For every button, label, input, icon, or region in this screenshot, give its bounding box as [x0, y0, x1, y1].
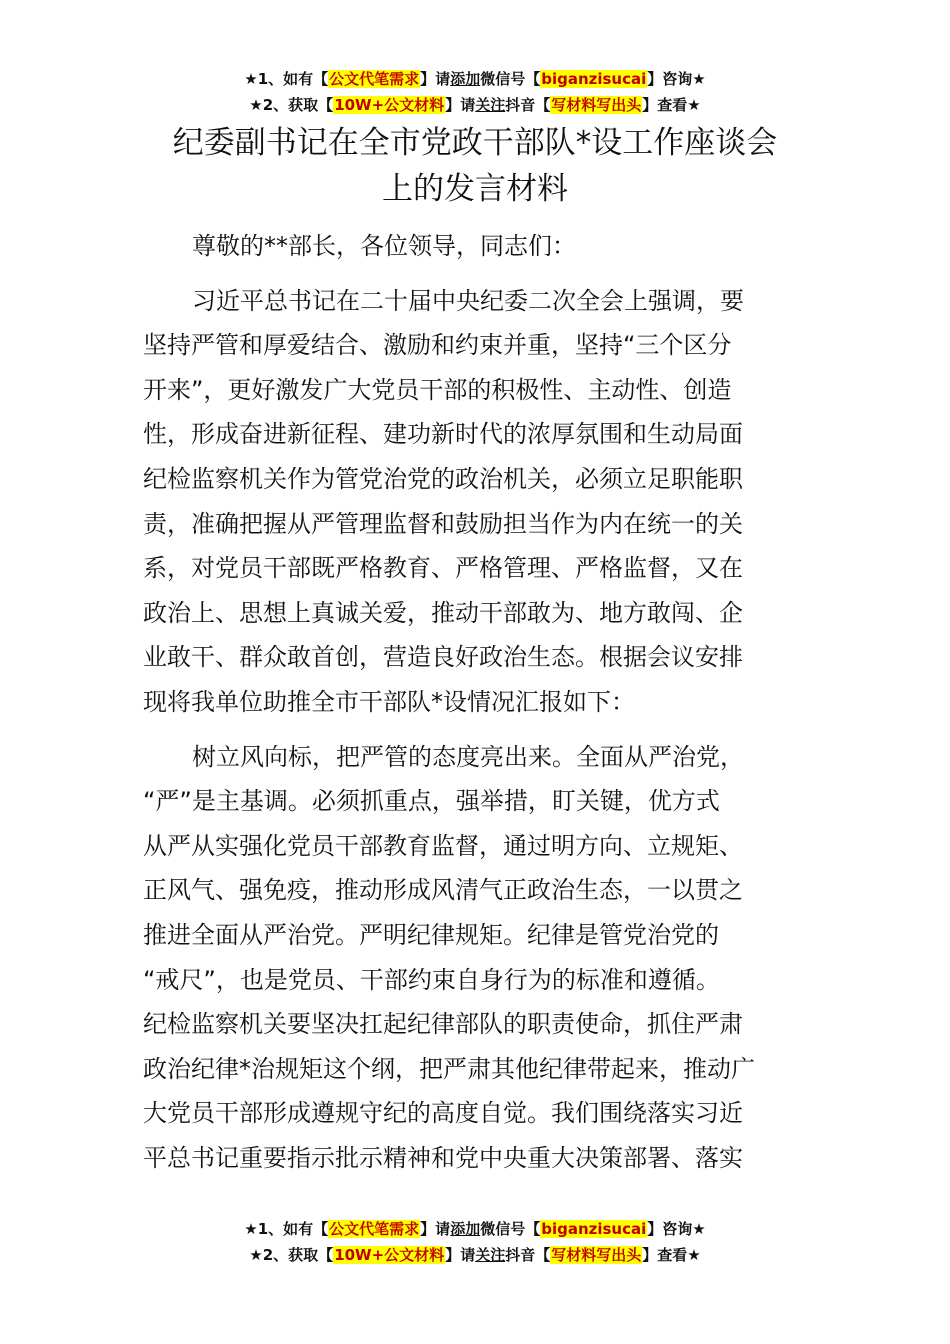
text-line: 平总书记重要指示批示精神和党中央重大决策部署、落实 [143, 1143, 743, 1172]
promo-text: 抖音【 [505, 96, 551, 114]
promo-highlight: 公文代笔需求 [329, 1220, 420, 1238]
promo-text: ★1、如有【 [244, 1220, 329, 1238]
promo-highlight: 10W+公文材料 [334, 1246, 445, 1264]
promo-text: ★1、如有【 [244, 70, 329, 88]
text-line: 正风气、强免疫，推动形成风清气正政治生态，一以贯之 [143, 876, 743, 905]
promo-text: 微信号【 [480, 70, 541, 88]
text-line: 政治上、思想上真诚关爱，推动干部敢为、地方敢闯、企 [143, 598, 743, 627]
text-line: 责，准确把握从严管理监督和鼓励担当作为内在统一的关 [143, 509, 743, 538]
promo-underline: 添加 [450, 1220, 481, 1238]
title-line: 上的发言材料 [382, 171, 568, 207]
paragraph-2 [143, 735, 809, 1181]
promo-highlight: 写材料写出头 [551, 1246, 642, 1264]
text-line: “严”是主基调。必须抓重点，强举措，盯关键，优方式 [143, 787, 720, 816]
promo-text: ★2、获取【 [249, 96, 334, 114]
promo-text: ★2、获取【 [249, 1246, 334, 1264]
title-line: 纪委副书记在全市党政干部队*设工作座谈会 [172, 125, 778, 161]
promo-highlight: 写材料写出头 [551, 96, 642, 114]
promo-text: 】请 [420, 70, 451, 88]
text-line: 树立风向标，把严管的态度亮出来。全面从严治党， [192, 742, 744, 771]
text-line: 开来”，更好激发广大党员干部的积极性、主动性、创造 [143, 375, 732, 404]
text-line: 现将我单位助推全市干部队*设情况汇报如下： [143, 687, 635, 716]
promo-highlight: biganzisucai [541, 1220, 647, 1238]
text-line: 政治纪律*治规矩这个纲，把严肃其他纪律带起来，推动广 [143, 1054, 755, 1083]
text-line: 系，对党员干部既严格教育、严格管理、严格监督，又在 [143, 554, 743, 583]
promo-text: 微信号【 [480, 1220, 541, 1238]
promo-underline: 添加 [450, 70, 481, 88]
text-line: 习近平总书记在二十届中央纪委二次全会上强调，要 [192, 286, 744, 315]
promo-line-2 [0, 92, 950, 118]
promo-underline: 关注 [475, 96, 506, 114]
promo-underline: 关注 [475, 1246, 506, 1264]
promo-line-1 [0, 1216, 950, 1242]
promo-line-1 [0, 66, 950, 92]
promo-highlight: biganzisucai [541, 70, 647, 88]
salutation: 尊敬的**部长，各位领导，同志们： [192, 232, 576, 260]
promo-line-2 [0, 1242, 950, 1268]
document-body [143, 224, 809, 1180]
promo-highlight: 10W+公文材料 [334, 96, 445, 114]
text-line: 性，形成奋进新征程、建功新时代的浓厚氛围和生动局面 [143, 420, 743, 449]
text-line: 从严从实强化党员干部教育监督，通过明方向、立规矩、 [143, 831, 743, 860]
text-line: 纪检监察机关作为管党治党的政治机关，必须立足职能职 [143, 464, 743, 493]
promo-text: 】请 [445, 96, 476, 114]
promo-text: 抖音【 [505, 1246, 551, 1264]
text-line: 纪检监察机关要坚决扛起纪律部队的职责使命，抓住严肃 [143, 1010, 743, 1039]
text-line: 坚持严管和厚爱结合、激励和约束并重，坚持“三个区分 [143, 331, 732, 360]
promo-text: 】查看★ [642, 96, 701, 114]
text-line: 推进全面从严治党。严明纪律规矩。纪律是管党治党的 [143, 920, 719, 949]
text-line: 大党员干部形成遵规守纪的高度自觉。我们围绕落实习近 [143, 1099, 743, 1128]
promo-text: 】咨询★ [647, 1220, 706, 1238]
promo-text: 】查看★ [642, 1246, 701, 1264]
text-line: “戒尺”，也是党员、干部约束自身行为的标准和遵循。 [143, 965, 720, 994]
promo-banner-bottom [0, 1216, 950, 1268]
text-line: 业敢干、群众敢首创，营造良好政治生态。根据会议安排 [143, 643, 743, 672]
promo-text: 】请 [420, 1220, 451, 1238]
promo-text: 】请 [445, 1246, 476, 1264]
promo-banner-top [0, 66, 950, 118]
promo-highlight: 公文代笔需求 [329, 70, 420, 88]
paragraph-1 [143, 279, 809, 725]
promo-text: 】咨询★ [647, 70, 706, 88]
document-title [110, 120, 840, 212]
